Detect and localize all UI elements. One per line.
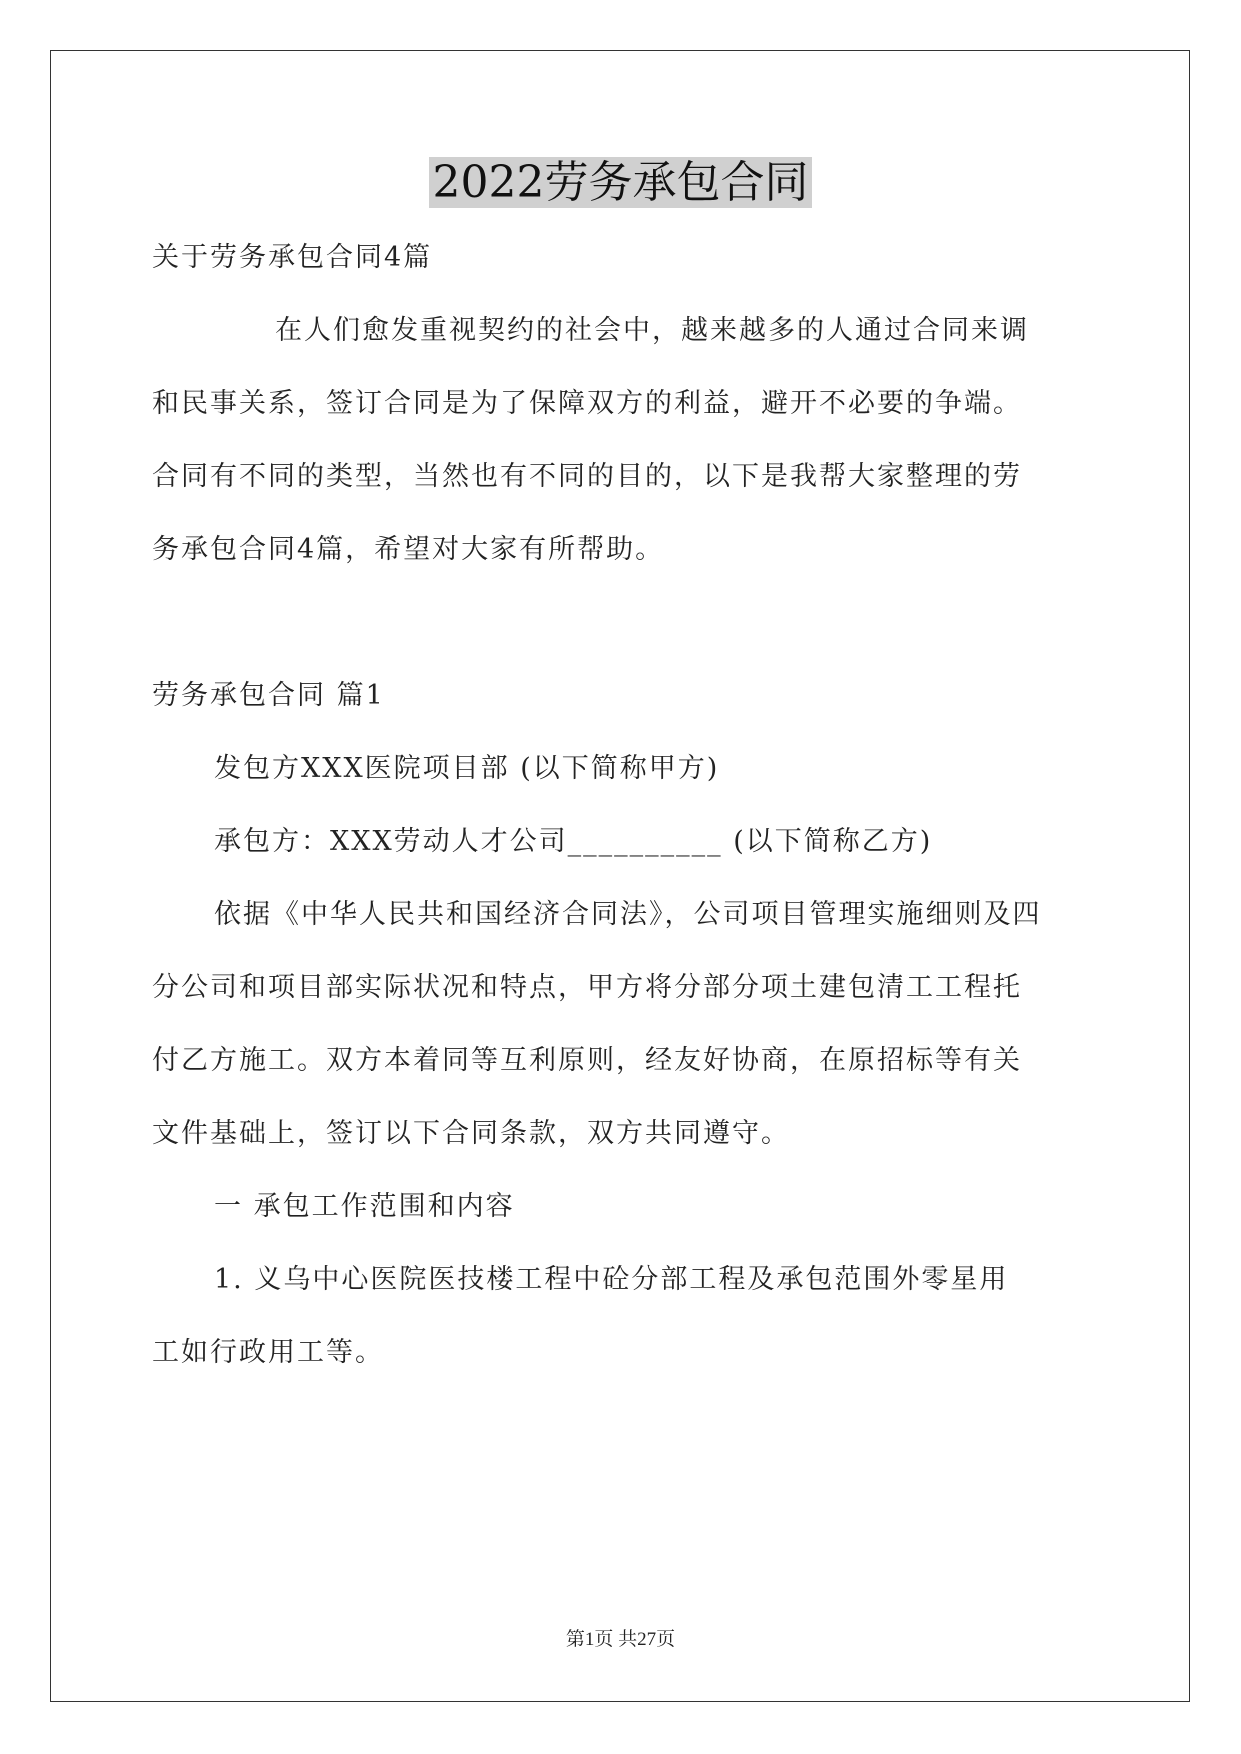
basis-line-1: 依据《中华人民共和国经济合同法》，公司项目管理实施细则及四	[214, 899, 1042, 930]
party-a-line: 发包方XXX医院项目部 (以下简称甲方)	[214, 753, 720, 784]
clause-1-line-1: 1. 义乌中心医院医技楼工程中砼分部工程及承包范围外零星用	[214, 1264, 1009, 1295]
intro-line-3: 合同有不同的类型，当然也有不同的目的，以下是我帮大家整理的劳	[152, 461, 1022, 492]
document-subtitle: 关于劳务承包合同4篇	[152, 242, 433, 273]
intro-line-1: 在人们愈发重视契约的社会中，越来越多的人通过合同来调	[275, 315, 1029, 346]
clause-heading: 一 承包工作范围和内容	[214, 1191, 515, 1222]
document-title: 2022劳务承包合同	[0, 150, 1241, 216]
clause-1-line-2: 工如行政用工等。	[152, 1337, 384, 1368]
intro-line-4: 务承包合同4篇，希望对大家有所帮助。	[152, 534, 665, 565]
party-b-line: 承包方：XXX劳动人才公司__________ (以下简称乙方)	[214, 826, 933, 857]
basis-line-4: 文件基础上，签订以下合同条款，双方共同遵守。	[152, 1118, 790, 1149]
page-border	[50, 50, 1190, 1702]
basis-line-3: 付乙方施工。双方本着同等互利原则，经友好协商，在原招标等有关	[152, 1045, 1022, 1076]
section-heading: 劳务承包合同 篇1	[152, 680, 385, 711]
intro-line-2: 和民事关系，签订合同是为了保障双方的利益，避开不必要的争端。	[152, 388, 1022, 419]
page-number: 第1页 共27页	[565, 1629, 676, 1650]
basis-line-2: 分公司和项目部实际状况和特点，甲方将分部分项土建包清工工程托	[152, 972, 1022, 1003]
